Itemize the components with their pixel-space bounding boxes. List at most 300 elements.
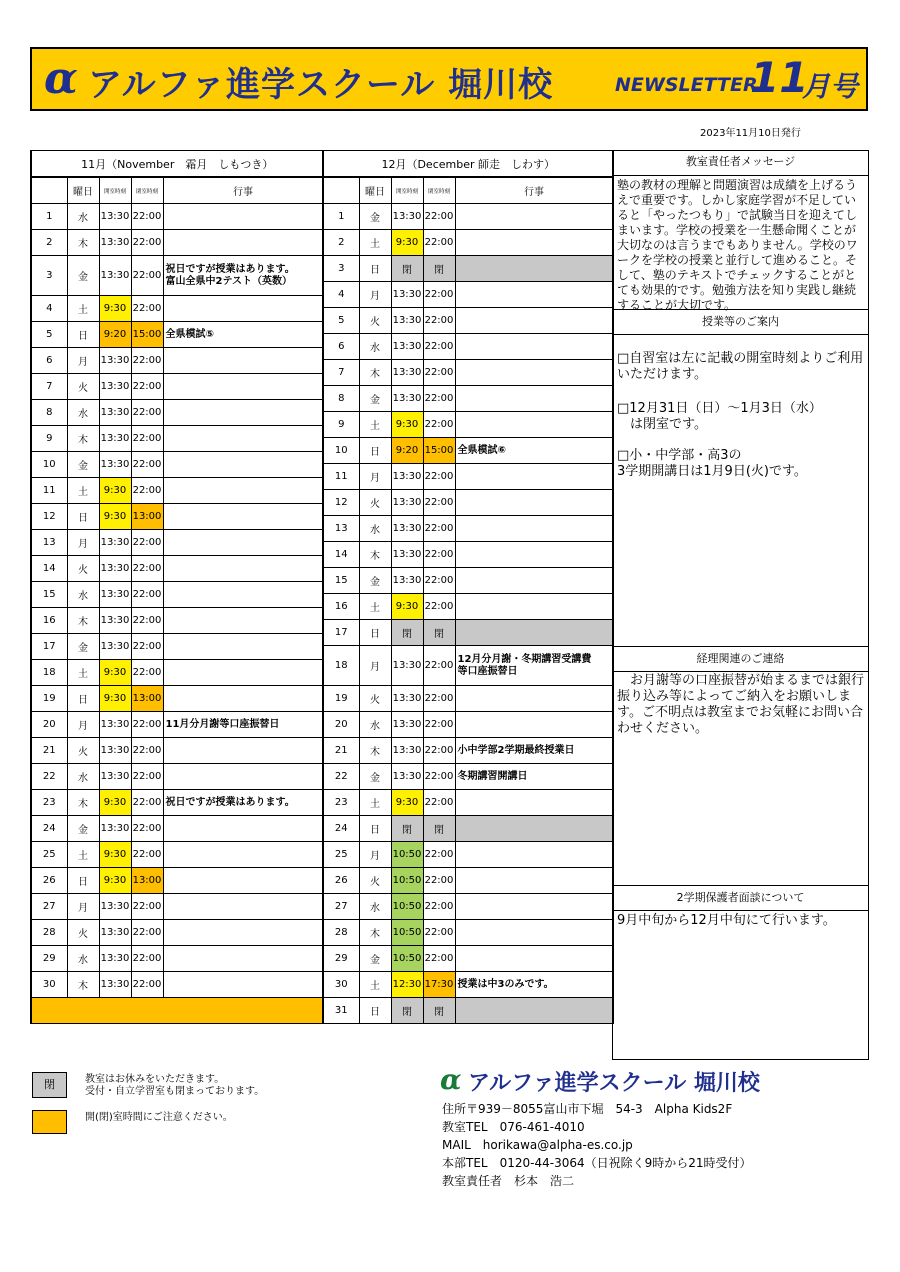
open-time: 13:30 xyxy=(99,816,131,842)
weekday: 月 xyxy=(67,348,99,374)
weekday: 水 xyxy=(67,946,99,972)
close-time: 22:00 xyxy=(423,738,455,764)
open-time: 13:30 xyxy=(99,556,131,582)
day-number: 16 xyxy=(31,608,67,634)
event-text xyxy=(163,972,323,998)
close-time: 22:00 xyxy=(423,490,455,516)
event-text xyxy=(163,816,323,842)
event-text xyxy=(163,556,323,582)
calendar-row xyxy=(31,894,323,920)
day-number: 28 xyxy=(31,920,67,946)
calendar-row xyxy=(31,582,323,608)
open-time: 13:30 xyxy=(391,516,423,542)
day-number: 26 xyxy=(31,868,67,894)
month-number: 11 xyxy=(750,53,809,102)
open-time: 13:30 xyxy=(391,334,423,360)
open-time: 10:50 xyxy=(391,894,423,920)
calendar-row xyxy=(31,296,323,322)
calendar-row xyxy=(323,464,613,490)
calendar-row xyxy=(323,516,613,542)
event-text: 11月分月謝等口座振替日 xyxy=(163,712,323,738)
calendar-row xyxy=(31,374,323,400)
calendar-row xyxy=(323,334,613,360)
close-time: 22:00 xyxy=(131,764,163,790)
day-number: 11 xyxy=(323,464,359,490)
close-time: 22:00 xyxy=(131,608,163,634)
footer-contact xyxy=(442,1100,752,1190)
close-time: 22:00 xyxy=(131,972,163,998)
legend-closed-text: 教室はお休みをいただきます。 受付・自立学習室も閉まっております。 xyxy=(85,1074,265,1097)
event-text xyxy=(455,516,613,542)
weekday: 水 xyxy=(359,516,391,542)
close-time: 22:00 xyxy=(131,296,163,322)
calendar-row xyxy=(323,790,613,816)
close-time: 22:00 xyxy=(131,530,163,556)
close-time-header: 閉室時刻 xyxy=(423,177,455,204)
calendar-row xyxy=(31,556,323,582)
event-text xyxy=(455,334,613,360)
weekday: 月 xyxy=(67,530,99,556)
close-time: 閉 xyxy=(423,256,455,282)
calendar-row xyxy=(323,360,613,386)
weekday: 木 xyxy=(359,738,391,764)
day-number: 20 xyxy=(31,712,67,738)
weekday: 日 xyxy=(67,322,99,348)
event-text xyxy=(163,426,323,452)
event-text xyxy=(455,542,613,568)
day-number: 7 xyxy=(31,374,67,400)
event-text xyxy=(163,738,323,764)
calendar-row xyxy=(323,230,613,256)
event-text xyxy=(163,530,323,556)
open-time: 9:30 xyxy=(391,594,423,620)
day-number: 14 xyxy=(31,556,67,582)
weekday: 金 xyxy=(67,634,99,660)
open-time: 閉 xyxy=(391,816,423,842)
event-text xyxy=(455,308,613,334)
open-time: 13:30 xyxy=(99,374,131,400)
close-time: 22:00 xyxy=(423,686,455,712)
event-text xyxy=(163,868,323,894)
day-number: 30 xyxy=(31,972,67,998)
close-time: 17:30 xyxy=(423,972,455,998)
calendar-row xyxy=(323,868,613,894)
parent-meeting-body: 9月中旬から12月中旬にて行います。 xyxy=(617,913,836,928)
calendar-row xyxy=(323,386,613,412)
weekday-header: 曜日 xyxy=(359,177,391,204)
calendar-row xyxy=(323,842,613,868)
close-time: 22:00 xyxy=(423,646,455,686)
day-number: 5 xyxy=(31,322,67,348)
day-number: 8 xyxy=(31,400,67,426)
day-number: 1 xyxy=(31,204,67,230)
close-time: 22:00 xyxy=(131,400,163,426)
calendar-row xyxy=(31,452,323,478)
event-text xyxy=(163,634,323,660)
day-number: 8 xyxy=(323,386,359,412)
calendar-row xyxy=(31,478,323,504)
weekday: 水 xyxy=(359,894,391,920)
day-number: 2 xyxy=(31,230,67,256)
day-number: 18 xyxy=(323,646,359,686)
event-text xyxy=(163,920,323,946)
event-text xyxy=(455,490,613,516)
weekday: 月 xyxy=(67,894,99,920)
weekday: 日 xyxy=(359,438,391,464)
event-text xyxy=(455,686,613,712)
open-time: 13:30 xyxy=(99,230,131,256)
filler-cell xyxy=(31,998,323,1024)
open-time: 13:30 xyxy=(391,282,423,308)
calendar-row xyxy=(31,348,323,374)
close-time: 22:00 xyxy=(131,660,163,686)
open-time: 9:30 xyxy=(99,296,131,322)
event-text xyxy=(455,568,613,594)
close-time: 22:00 xyxy=(423,568,455,594)
day-number: 23 xyxy=(323,790,359,816)
close-time: 22:00 xyxy=(131,556,163,582)
close-time: 22:00 xyxy=(131,920,163,946)
event-text xyxy=(455,790,613,816)
close-time: 22:00 xyxy=(131,790,163,816)
close-time: 22:00 xyxy=(423,308,455,334)
close-time: 22:00 xyxy=(131,452,163,478)
accounting-title: 経理関連のご連絡 xyxy=(613,646,868,672)
weekday: 火 xyxy=(359,308,391,334)
close-time: 15:00 xyxy=(131,322,163,348)
day-number: 15 xyxy=(31,582,67,608)
footer-mail: MAIL horikawa@alpha-es.co.jp xyxy=(442,1138,633,1152)
close-time: 22:00 xyxy=(423,334,455,360)
close-time: 22:00 xyxy=(423,412,455,438)
event-text xyxy=(163,504,323,530)
classes-item: □自習室は左に記載の開室時刻よりご利用いただけます。 xyxy=(617,351,864,382)
day-number: 6 xyxy=(31,348,67,374)
close-time: 15:00 xyxy=(423,438,455,464)
calendar-row xyxy=(31,790,323,816)
footer-alpha-logo-icon: α xyxy=(440,1063,462,1096)
open-time: 10:50 xyxy=(391,842,423,868)
december-calendar xyxy=(322,150,614,1024)
calendar-row xyxy=(31,816,323,842)
weekday: 金 xyxy=(359,204,391,230)
event-text xyxy=(455,412,613,438)
calendar-row xyxy=(323,204,613,230)
open-time: 12:30 xyxy=(391,972,423,998)
weekday: 木 xyxy=(359,920,391,946)
close-time: 22:00 xyxy=(423,464,455,490)
calendar-row xyxy=(323,686,613,712)
weekday: 日 xyxy=(67,504,99,530)
weekday: 月 xyxy=(67,712,99,738)
calendar-row xyxy=(31,426,323,452)
issue-date: 2023年11月10日発行 xyxy=(700,128,801,139)
event-text xyxy=(455,816,613,842)
weekday: 金 xyxy=(67,816,99,842)
calendar-row xyxy=(323,946,613,972)
open-time: 13:30 xyxy=(99,972,131,998)
calendar-row xyxy=(323,490,613,516)
weekday: 日 xyxy=(359,816,391,842)
day-number: 16 xyxy=(323,594,359,620)
day-number: 4 xyxy=(31,296,67,322)
calendar-row xyxy=(31,230,323,256)
day-number: 14 xyxy=(323,542,359,568)
event-text xyxy=(163,842,323,868)
open-time: 13:30 xyxy=(99,530,131,556)
event-text: 冬期講習開講日 xyxy=(455,764,613,790)
weekday: 土 xyxy=(359,972,391,998)
november-title: 11月（November 霜月 しもつき） xyxy=(31,151,323,178)
november-calendar xyxy=(30,150,324,1024)
open-time: 10:50 xyxy=(391,920,423,946)
weekday: 木 xyxy=(359,542,391,568)
day-number: 9 xyxy=(31,426,67,452)
footer-address: 住所〒939－8055富山市下堀 54-3 Alpha Kids2F xyxy=(442,1102,733,1116)
day-number: 19 xyxy=(31,686,67,712)
open-time: 10:50 xyxy=(391,946,423,972)
calendar-row xyxy=(31,608,323,634)
event-text xyxy=(455,594,613,620)
day-number: 31 xyxy=(323,998,359,1024)
day-number: 2 xyxy=(323,230,359,256)
event-text xyxy=(455,998,613,1024)
legend-closed-swatch: 閉 xyxy=(32,1072,67,1098)
day-number: 15 xyxy=(323,568,359,594)
open-time: 9:30 xyxy=(391,790,423,816)
day-number: 1 xyxy=(323,204,359,230)
calendar-row xyxy=(323,542,613,568)
day-number: 10 xyxy=(31,452,67,478)
alpha-logo-icon: α xyxy=(44,53,78,104)
weekday: 土 xyxy=(359,594,391,620)
weekday: 土 xyxy=(359,790,391,816)
day-number: 25 xyxy=(323,842,359,868)
event-text xyxy=(163,296,323,322)
close-time: 22:00 xyxy=(131,842,163,868)
close-time: 13:00 xyxy=(131,868,163,894)
open-time: 13:30 xyxy=(391,646,423,686)
calendar-row xyxy=(323,998,613,1024)
calendar-row xyxy=(323,712,613,738)
close-time: 閉 xyxy=(423,620,455,646)
weekday: 日 xyxy=(67,868,99,894)
close-time: 22:00 xyxy=(423,790,455,816)
calendar-row xyxy=(323,816,613,842)
info-column xyxy=(612,150,869,1060)
open-time: 13:30 xyxy=(391,712,423,738)
open-time: 13:30 xyxy=(99,452,131,478)
close-time: 閉 xyxy=(423,998,455,1024)
open-time: 閉 xyxy=(391,620,423,646)
weekday: 金 xyxy=(359,764,391,790)
event-text xyxy=(455,204,613,230)
newsletter-banner xyxy=(30,47,868,111)
day-number: 30 xyxy=(323,972,359,998)
day-number: 18 xyxy=(31,660,67,686)
event-text xyxy=(455,386,613,412)
event-text xyxy=(163,348,323,374)
open-time: 13:30 xyxy=(99,204,131,230)
event-text xyxy=(455,868,613,894)
open-time: 閉 xyxy=(391,998,423,1024)
event-text xyxy=(455,282,613,308)
open-time: 13:30 xyxy=(99,920,131,946)
open-time: 13:30 xyxy=(391,360,423,386)
weekday: 金 xyxy=(359,946,391,972)
event-text xyxy=(455,256,613,282)
weekday: 日 xyxy=(359,998,391,1024)
close-time: 22:00 xyxy=(131,712,163,738)
close-time: 22:00 xyxy=(131,478,163,504)
event-text xyxy=(163,946,323,972)
calendar-row xyxy=(31,686,323,712)
day-number: 20 xyxy=(323,712,359,738)
close-time: 22:00 xyxy=(423,594,455,620)
close-time: 22:00 xyxy=(423,516,455,542)
open-time: 13:30 xyxy=(391,568,423,594)
weekday: 日 xyxy=(359,620,391,646)
classes-title: 授業等のご案内 xyxy=(613,309,868,335)
close-time: 22:00 xyxy=(131,894,163,920)
day-number: 17 xyxy=(323,620,359,646)
school-name: アルファ進学スクール 堀川校 xyxy=(88,65,554,105)
open-time: 13:30 xyxy=(99,400,131,426)
weekday: 木 xyxy=(67,972,99,998)
event-text xyxy=(163,686,323,712)
weekday: 月 xyxy=(359,646,391,686)
calendar-row xyxy=(31,764,323,790)
event-text xyxy=(455,946,613,972)
weekday: 水 xyxy=(67,400,99,426)
weekday: 日 xyxy=(359,256,391,282)
calendar-row xyxy=(323,894,613,920)
weekday: 土 xyxy=(67,842,99,868)
open-time: 13:30 xyxy=(99,348,131,374)
calendar-row xyxy=(323,920,613,946)
close-time: 22:00 xyxy=(423,542,455,568)
open-time: 閉 xyxy=(391,256,423,282)
calendar-row xyxy=(323,438,613,464)
calendar-row xyxy=(31,504,323,530)
calendar-row xyxy=(323,256,613,282)
open-time: 9:30 xyxy=(99,504,131,530)
close-time-header: 閉室時刻 xyxy=(131,177,163,204)
open-time: 9:30 xyxy=(99,868,131,894)
weekday: 日 xyxy=(67,686,99,712)
open-time-header: 開室時刻 xyxy=(99,177,131,204)
day-number: 25 xyxy=(31,842,67,868)
footer-hq-tel: 本部TEL 0120-44-3064（日祝除く9時から21時受付） xyxy=(442,1156,752,1170)
message-title: 教室責任者メッセージ xyxy=(613,150,868,176)
event-text xyxy=(163,400,323,426)
open-time: 13:30 xyxy=(391,464,423,490)
event-text xyxy=(163,204,323,230)
open-time: 13:30 xyxy=(99,764,131,790)
event-text xyxy=(163,452,323,478)
day-header xyxy=(323,177,359,204)
close-time: 22:00 xyxy=(423,764,455,790)
calendar-row xyxy=(323,412,613,438)
close-time: 22:00 xyxy=(423,360,455,386)
open-time: 13:30 xyxy=(391,764,423,790)
close-time: 22:00 xyxy=(423,868,455,894)
day-number: 29 xyxy=(31,946,67,972)
event-text: 小中学部2学期最終授業日 xyxy=(455,738,613,764)
day-number: 7 xyxy=(323,360,359,386)
legend-time-swatch xyxy=(32,1110,67,1134)
close-time: 22:00 xyxy=(131,348,163,374)
day-number: 27 xyxy=(31,894,67,920)
event-text xyxy=(455,894,613,920)
close-time: 22:00 xyxy=(423,842,455,868)
calendar-row xyxy=(323,594,613,620)
open-time: 9:30 xyxy=(99,842,131,868)
day-number: 27 xyxy=(323,894,359,920)
weekday: 金 xyxy=(359,386,391,412)
close-time: 22:00 xyxy=(423,946,455,972)
day-number: 21 xyxy=(31,738,67,764)
event-text xyxy=(163,894,323,920)
day-number: 3 xyxy=(323,256,359,282)
event-text: 12月分月謝・冬期講習受講費 等口座振替日 xyxy=(455,646,613,686)
open-time: 13:30 xyxy=(99,738,131,764)
close-time: 22:00 xyxy=(423,920,455,946)
day-number: 4 xyxy=(323,282,359,308)
event-text: 全県模試⑥ xyxy=(455,438,613,464)
event-text xyxy=(455,712,613,738)
accounting-body: お月謝等の口座振替が始まるまでは銀行振り込み等によってご納入をお願いします。ご不明点は教室までお気軽にお問い合わせください。 xyxy=(617,673,865,736)
calendar-row xyxy=(31,920,323,946)
calendar-row xyxy=(323,620,613,646)
calendar-row xyxy=(323,568,613,594)
close-time: 22:00 xyxy=(131,374,163,400)
day-number: 12 xyxy=(31,504,67,530)
event-text xyxy=(163,478,323,504)
weekday: 水 xyxy=(67,204,99,230)
calendar-row xyxy=(31,868,323,894)
legend-time-text: 開(閉)室時間にご注意ください。 xyxy=(85,1112,233,1123)
weekday: 木 xyxy=(67,790,99,816)
event-text xyxy=(455,230,613,256)
weekday: 土 xyxy=(359,230,391,256)
close-time: 13:00 xyxy=(131,686,163,712)
day-number: 19 xyxy=(323,686,359,712)
open-time: 13:30 xyxy=(99,894,131,920)
event-text xyxy=(455,620,613,646)
close-time: 22:00 xyxy=(131,816,163,842)
open-time: 13:30 xyxy=(391,204,423,230)
close-time: 22:00 xyxy=(131,426,163,452)
open-time: 9:20 xyxy=(99,322,131,348)
calendar-row xyxy=(31,738,323,764)
open-time: 13:30 xyxy=(99,426,131,452)
weekday: 土 xyxy=(67,478,99,504)
weekday: 木 xyxy=(359,360,391,386)
open-time: 13:30 xyxy=(391,686,423,712)
open-time: 13:30 xyxy=(99,256,131,296)
weekday: 金 xyxy=(359,568,391,594)
open-time: 9:30 xyxy=(391,412,423,438)
weekday: 土 xyxy=(67,296,99,322)
weekday: 火 xyxy=(67,374,99,400)
event-text: 授業は中3のみです。 xyxy=(455,972,613,998)
weekday: 水 xyxy=(67,582,99,608)
footer-school-name: アルファ進学スクール 堀川校 xyxy=(468,1071,760,1096)
close-time: 22:00 xyxy=(131,582,163,608)
calendar-filler-row xyxy=(31,998,323,1024)
day-number: 22 xyxy=(31,764,67,790)
